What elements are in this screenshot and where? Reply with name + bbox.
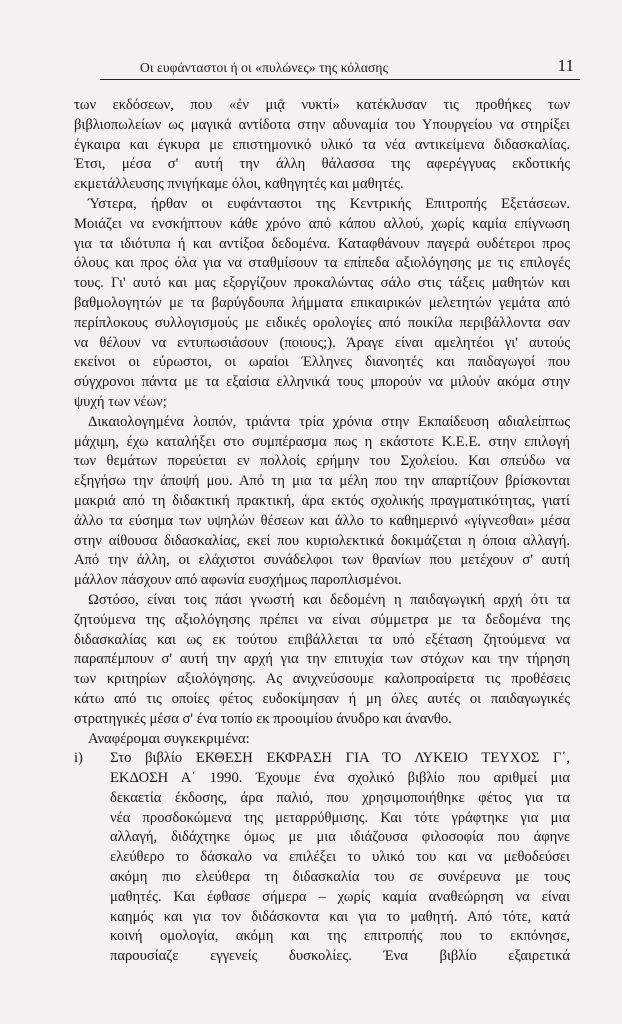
text-line: ΕΚΔΟΣΗ Α΄ 1990. Έχουμε ένα σχολικό βιβλίο που αριθμεί μια <box>110 770 570 787</box>
text-line: Από την άλλη, οι ελάχιστοι συνάδελφοι των θρανίων που μετέχουν σ' αυτή <box>74 552 570 569</box>
text-line: διδασκαλίας και ως εκ τούτου επιβάλλεται τα υπό εξέταση ζητούμενα να <box>74 631 570 648</box>
text-line: παραπέμπουν σ' αυτή την αρχή για την επιτυχία των στόχων και την τήρηση <box>74 651 570 668</box>
text-line: αλλαγή, διδάχτηκε όμως με μια ιδιάζουσα φιλοσοφία που άφηνε <box>110 829 570 846</box>
text-line: Στο βιβλίο ΕΚΘΕΣΗ ΕΚΦΡΑΣΗ ΓΙΑ ΤΟ ΛΥΚΕΙΟ ΤΕΥΧΟΣ Γ΄, <box>110 750 570 767</box>
page-number: 11 <box>557 56 574 75</box>
text-line: μάχιμη, έχω καταλήξει στο συμπέρασμα πως η εκάστοτε Κ.Ε.Ε. στην επιλογή <box>74 433 570 450</box>
text-line: για τα ιδιότυπα ή και αντίξοα δεδομένα. Καταφθάνουν παγερά ουδέτεροι προς <box>74 235 570 252</box>
body-text <box>74 96 570 967</box>
text-line: εξηγήσω την άποψή μου. Από τη μια τα μέλη που την απαρτίζουν βρίσκονται <box>74 473 570 490</box>
text-line: όλους και προς όλα για να σταθμίσουν τα επίπεδα αξιολόγησης με τις επιλογές <box>74 255 570 272</box>
text-line: σύγχρονοι πάντα με τα εξαίσια ελληνικά τους μπορούν να μιλούν ακόμα στην <box>74 374 570 391</box>
text-line: Αναφέρομαι συγκεκριμένα: <box>88 730 250 747</box>
text-line: κοινή ομολογία, ακόμη και της επιτροπής που το εκπόνησε, <box>110 928 570 945</box>
text-line: έγκαιρα και έγκυρα με επιστημονικό υλικό τα νέα αντικείμενα διδασκαλίας. <box>74 136 570 153</box>
header-rule <box>100 79 580 80</box>
text-line: παρουσίαζε εγγενείς δυσκολίες. Ένα βιβλίο εξαιρετικά <box>110 948 570 965</box>
text-line: βαθμολογητών με τα βαρύγδουπα λήμματα επικαιρικών μελετητών γεμάτα από <box>74 294 570 311</box>
page-header <box>100 54 580 80</box>
text-line: κάτω από τις οποίες φέτος ευδοκίμησαν ή μη όλες αυτές οι παιδαγωγικές <box>74 690 570 707</box>
text-line: βιβλιοπωλείων ως μαγικά αντίδοτα στην αδυναμία του Υπουργείου να στηρίξει <box>74 116 570 133</box>
text-line: εκμετάλλευσης πνιγήκαμε όλοι, καθηγητές και μαθητές. <box>74 176 404 193</box>
text-line: νέα προσδοκώμενα της μεταρρύθμισης. Και τότε γράφτηκε για μια <box>110 809 570 826</box>
text-line: των θεμάτων πορεύεται εν πολλοίς ερήμην του Σχολείου. Και σπεύδω να <box>74 453 570 470</box>
text-line: Ύστερα, ήρθαν οι ευφάνταστοι της Κεντρικής Επιτροπής Εξετάσεων. <box>88 195 570 212</box>
list-item-marker: i) <box>74 750 83 767</box>
text-line: εκείνοι οι εύρωστοι, οι ωραίοι Έλληνες διανοητές και παιδαγωγοί που <box>74 354 570 371</box>
text-line: περίπλοκους συλλογισμούς με ειδικές ορολογίες από ποικίλα περιβάλλοντα σαν <box>74 314 570 331</box>
text-line: μάλλον πάσχουν από αφωνία ευσχήμως παροπλισμένοι. <box>74 572 402 589</box>
text-line: τους. Γι' αυτό και μας εξοργίζουν προκαλώντας σάλο στις τάξεις μαθητών και <box>74 275 570 292</box>
text-line: ζητούμενα της αξιολόγησης πρέπει να είναι σύμμετρα με τα δεδομένα της <box>74 611 570 628</box>
running-title: Οι ευφάνταστοι ή οι «πυλώνες» της κόλασης <box>140 60 389 75</box>
text-line: καημός και για τον διδάσκοντα και για το μαθητή. Από τότε, κατά <box>110 908 570 925</box>
text-line: στρατηγικές μέσα σ' ένα τοπίο εκ προοιμίου άνυδρο και άνανθο. <box>74 710 452 727</box>
text-line: Δικαιολογημένα λοιπόν, τριάντα τρία χρόνια στην Εκπαίδευση αδιαλείπτως <box>88 413 570 430</box>
text-line: μακριά από τη διδακτική πρακτική, άρα εκτός σχολικής πραγματικότητας, γιατί <box>74 492 570 509</box>
text-line: Έτσι, μέσα σ' αυτή την άλλη θάλασσα της αφερέγγυας εκδοτικής <box>74 156 570 173</box>
text-line: άλλο τα εύσημα των υψηλών θέσεων και άλλο το καθημερινό «γίγνεσθαι» μέσα <box>74 512 570 529</box>
text-line: ψυχή των νέων; <box>74 393 167 410</box>
list-item-first-line <box>74 749 570 769</box>
text-line: να θέλουν να εντυπωσιάσουν (ποιους;). Άραγε είναι αμελητέοι γι' αυτούς <box>74 334 570 351</box>
text-line: ελεύθερο το δάσκαλο να επιλέξει το υλικό του και να μεθοδεύσει <box>110 849 570 866</box>
text-line: Ωστόσο, είναι τοις πάσι γνωστή και δεδομένη η παιδαγωγική αρχή ότι τα <box>88 591 570 608</box>
text-line: στην αίθουσα διδασκαλίας, εκεί που κυριολεκτικά δοκιμάζεται η όποια αλλαγή. <box>74 532 570 549</box>
text-line: δεκαετία έκδοσης, άρα παλιό, που χρησιμοποιήθηκε φέτος για τα <box>110 789 570 806</box>
text-line: Μοιάζει να ενσκήπτουν κάθε χρόνο από κάπου αλλού, χωρίς καμία επίγνωση <box>74 215 570 232</box>
text-line: μαθητές. Και έφθασε σήμερα – χωρίς καμία αναθεώρηση να είναι <box>110 888 570 905</box>
text-line: των κριτηρίων αξιολόγησης. Ας ανιχνεύσουμε καλοπροαίρετα τις προθέσεις <box>74 671 570 688</box>
text-line: των εκδόσεων, που «ἐν μιᾷ νυκτί» κατέκλυσαν τις προθήκες των <box>74 97 570 113</box>
text-line: ακόμη πιο ελεύθερα τη διδασκαλία του σε συνέρευνα με τους <box>110 869 570 886</box>
